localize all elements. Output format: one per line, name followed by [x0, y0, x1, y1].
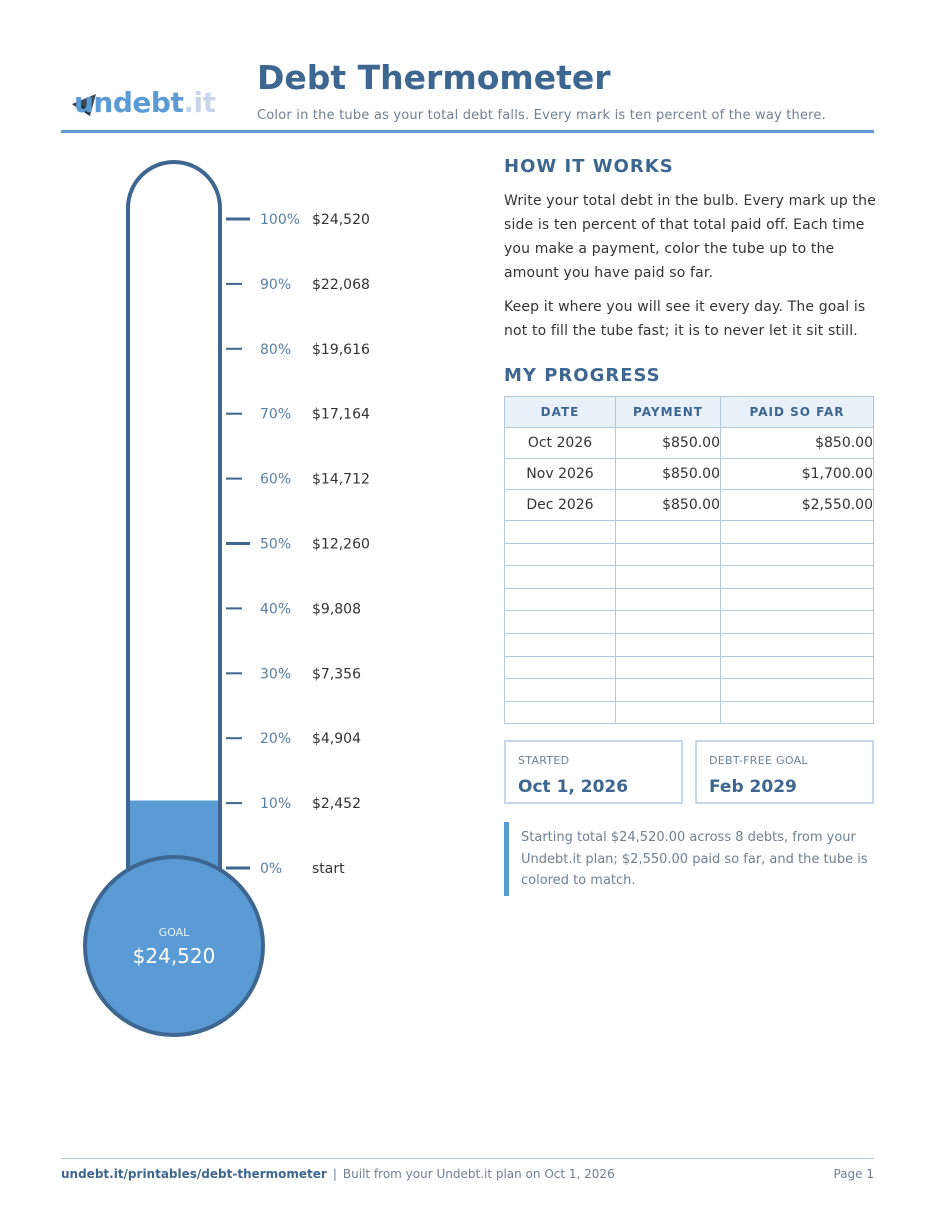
started-box: [504, 740, 683, 804]
progress-empty-row: [505, 656, 874, 679]
my-progress-heading: MY PROGRESS: [504, 365, 661, 386]
progress-empty-cell[interactable]: [616, 588, 721, 611]
scale-tick-amount: start: [312, 861, 345, 877]
progress-empty-cell[interactable]: [616, 679, 721, 702]
scale-tick-percent: 60%: [260, 471, 292, 488]
progress-empty-cell[interactable]: [505, 588, 616, 611]
progress-empty-row: [505, 679, 874, 702]
bulb-goal-label: GOAL: [158, 926, 190, 939]
scale-tick-amount: $7,356: [312, 666, 361, 683]
scale-tick-amount: $12,260: [312, 536, 370, 553]
column-header-date: DATE: [505, 397, 616, 428]
progress-payment-cell: $850.00: [616, 428, 721, 459]
progress-empty-cell[interactable]: [505, 566, 616, 589]
progress-payment-cell: $850.00: [616, 459, 721, 490]
logo-text-suffix: .it: [183, 86, 216, 119]
scale-tick-amount: $24,520: [312, 212, 370, 228]
progress-empty-row: [505, 588, 874, 611]
scale-tick-percent: 0%: [260, 861, 283, 877]
debt-free-goal-box: [695, 740, 874, 804]
progress-empty-cell[interactable]: [721, 679, 874, 702]
progress-empty-cell[interactable]: [721, 656, 874, 679]
progress-empty-cell[interactable]: [721, 611, 874, 634]
progress-empty-row: [505, 543, 874, 566]
progress-empty-cell[interactable]: [505, 633, 616, 656]
scale-tick-amount: $2,452: [312, 796, 361, 813]
column-header-payment: PAYMENT: [616, 397, 721, 428]
scale-tick-amount: $17,164: [312, 406, 370, 423]
progress-empty-row: [505, 611, 874, 634]
progress-empty-cell[interactable]: [721, 588, 874, 611]
progress-empty-cell[interactable]: [505, 611, 616, 634]
column-header-paid-so-far: PAID SO FAR: [721, 397, 874, 428]
scale-tick-percent: 100%: [260, 212, 301, 228]
progress-empty-row: [505, 566, 874, 589]
progress-empty-row: [505, 521, 874, 544]
thermometer-tube-outline: [128, 162, 220, 871]
footer-built-text: Built from your Undebt.it plan on Oct 1, 2026: [342, 1167, 615, 1181]
progress-table: [504, 396, 874, 724]
footer-separator: |: [332, 1167, 337, 1181]
progress-payment-cell: $850.00: [616, 490, 721, 521]
progress-empty-row: [505, 701, 874, 724]
page-title: Debt Thermometer: [257, 58, 611, 97]
debt-free-goal-label: DEBT-FREE GOAL: [709, 754, 808, 767]
footer: [61, 1167, 615, 1181]
scale-tick-amount: $9,808: [312, 601, 361, 618]
progress-row: [505, 490, 874, 521]
started-value: Oct 1, 2026: [518, 777, 629, 797]
bulb-goal-value: $24,520: [132, 944, 216, 968]
progress-date-cell: Oct 2026: [505, 428, 616, 459]
progress-empty-cell[interactable]: [616, 543, 721, 566]
footer-divider: [61, 1158, 874, 1159]
page-number: Page 1: [833, 1167, 874, 1181]
progress-empty-cell[interactable]: [721, 566, 874, 589]
progress-empty-cell[interactable]: [721, 701, 874, 724]
progress-paid-cell: $1,700.00: [721, 459, 874, 490]
progress-empty-cell[interactable]: [721, 521, 874, 544]
progress-date-cell: Nov 2026: [505, 459, 616, 490]
scale-tick-percent: 90%: [260, 276, 292, 293]
scale-tick-amount: $4,904: [312, 731, 361, 748]
page-subtitle: Color in the tube as your total debt falls. Every mark is ten percent of the way there.: [257, 108, 826, 123]
progress-date-cell: Dec 2026: [505, 490, 616, 521]
progress-row: [505, 459, 874, 490]
progress-paid-cell: $2,550.00: [721, 490, 874, 521]
how-it-works-paragraph-2: Keep it where you will see it every day. The goal is not to fill the tube fast; it is to never let it sit still.: [504, 299, 866, 339]
progress-row: [505, 428, 874, 459]
plan-note: Starting total $24,520.00 across 8 debts, from your Undebt.it plan; $2,550.00 paid so far, and the tube is colored to match.: [504, 822, 874, 896]
started-label: STARTED: [518, 754, 570, 767]
scale-tick-amount: $19,616: [312, 341, 370, 358]
progress-paid-cell: $850.00: [721, 428, 874, 459]
progress-empty-cell[interactable]: [616, 611, 721, 634]
progress-empty-cell[interactable]: [616, 566, 721, 589]
scale-tick-percent: 80%: [260, 341, 292, 358]
progress-empty-cell[interactable]: [505, 521, 616, 544]
scale-tick-amount: $22,068: [312, 276, 370, 293]
progress-empty-cell[interactable]: [505, 679, 616, 702]
scale-tick-amount: $14,712: [312, 471, 370, 488]
progress-empty-row: [505, 633, 874, 656]
thermometer-body: [85, 162, 263, 1035]
footer-url-link[interactable]: undebt.it/printables/debt-thermometer: [61, 1167, 327, 1181]
scale-tick-percent: 20%: [260, 731, 292, 748]
progress-empty-cell[interactable]: [721, 633, 874, 656]
progress-empty-cell[interactable]: [505, 656, 616, 679]
progress-empty-cell[interactable]: [616, 656, 721, 679]
thermometer-graphic: [0, 0, 460, 1060]
progress-empty-cell[interactable]: [616, 701, 721, 724]
progress-empty-cell[interactable]: [616, 521, 721, 544]
scale-tick-percent: 40%: [260, 601, 292, 618]
progress-empty-cell[interactable]: [505, 543, 616, 566]
progress-empty-cell[interactable]: [616, 633, 721, 656]
scale-tick-percent: 10%: [260, 796, 292, 813]
progress-empty-cell[interactable]: [721, 543, 874, 566]
how-it-works-paragraph-1: Write your total debt in the bulb. Every mark up the side is ten percent of that total paid off. Each time you make a payment, color the tube up to the amount you have paid so far.: [504, 193, 876, 281]
debt-free-goal-value: Feb 2029: [709, 777, 797, 797]
how-it-works-heading: HOW IT WORKS: [504, 156, 674, 177]
thermometer-scale: [226, 212, 370, 877]
scale-tick-percent: 70%: [260, 406, 292, 423]
scale-tick-percent: 50%: [260, 536, 292, 553]
progress-table-header: [505, 397, 874, 428]
logo-text-main: undebt: [74, 86, 184, 119]
progress-empty-cell[interactable]: [505, 701, 616, 724]
scale-tick-percent: 30%: [260, 666, 292, 683]
